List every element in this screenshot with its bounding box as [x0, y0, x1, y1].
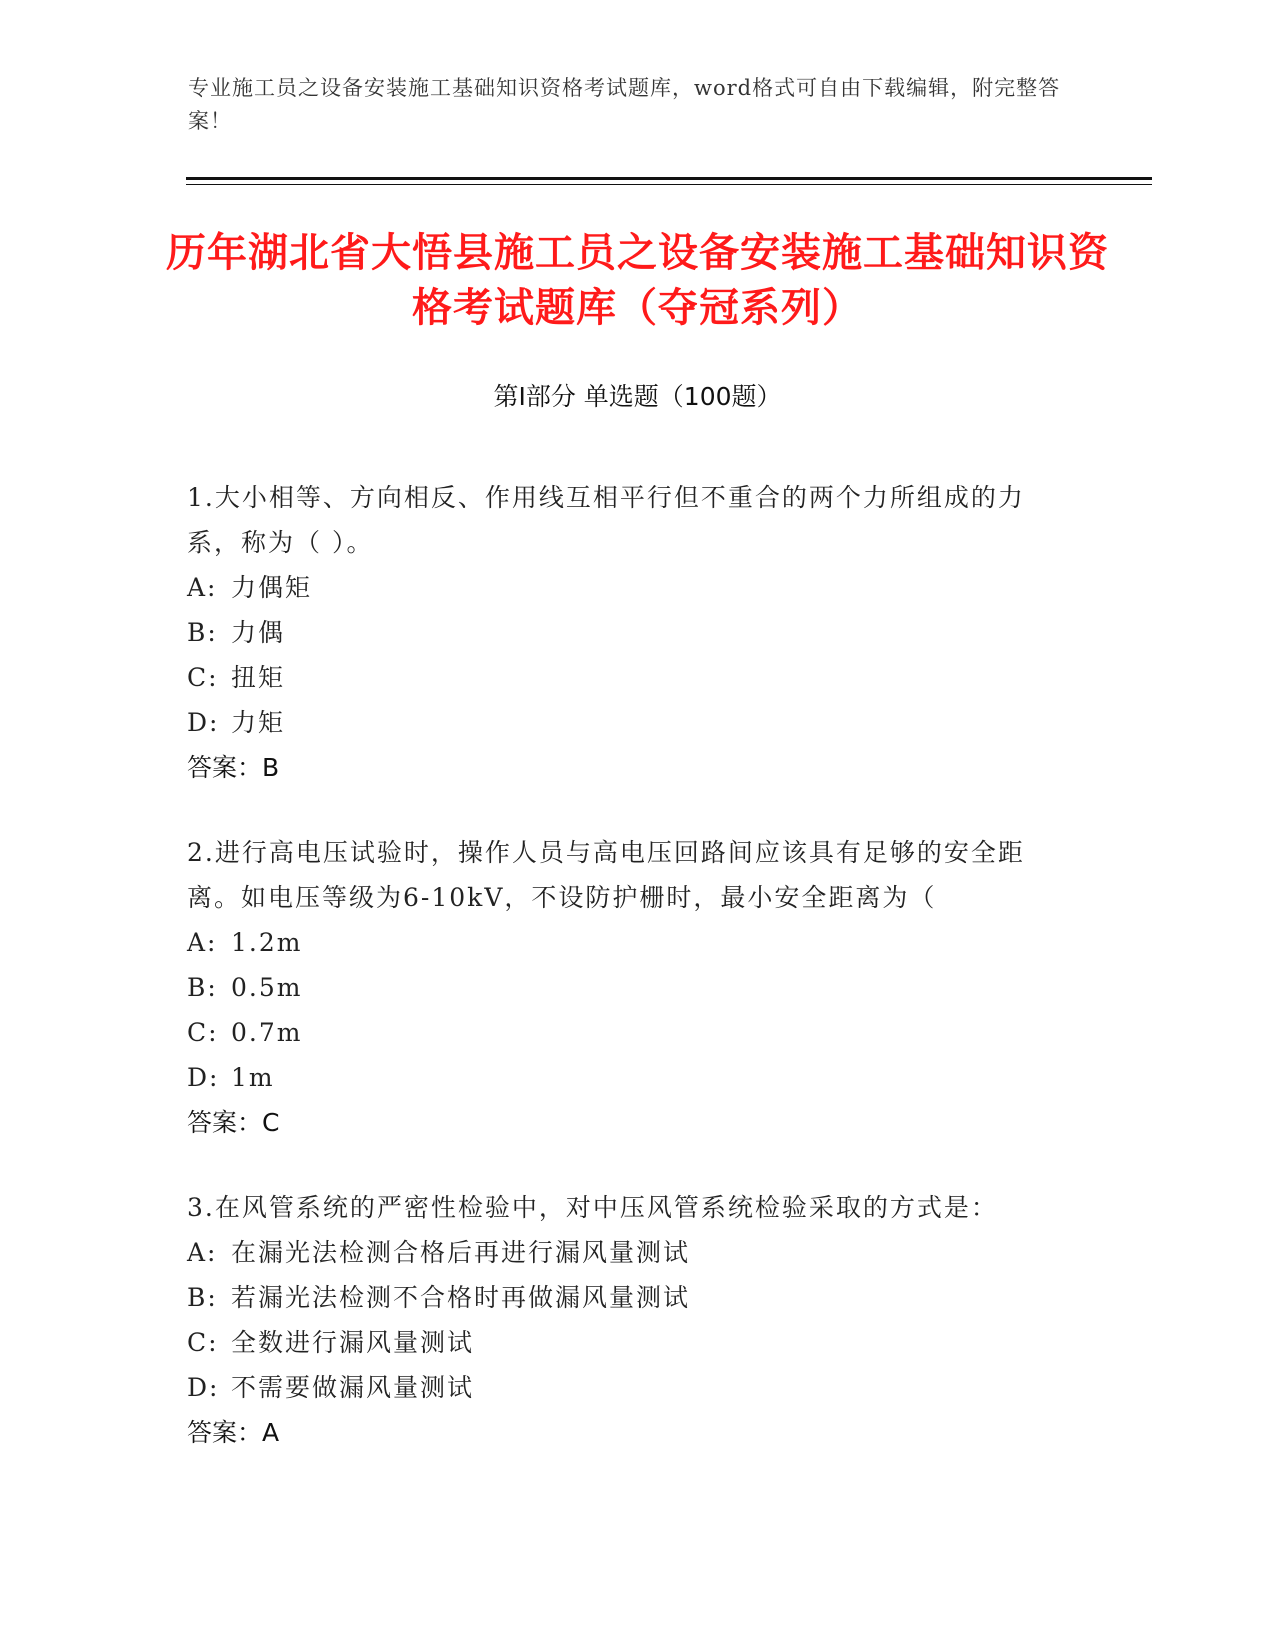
option-letter: D: [187, 708, 220, 737]
option-text: 全数进行漏风量测试 [231, 1328, 475, 1357]
answer-line: 答案：A [187, 1418, 280, 1447]
answer-line: 答案：B [187, 753, 280, 782]
option-text: 扭矩 [231, 663, 286, 692]
option-b [187, 965, 1067, 1010]
document-title: 历年湖北省大悟县施工员之设备安装施工基础知识资格考试题库（夺冠系列） [166, 230, 1109, 331]
option-c [187, 1320, 1067, 1365]
option-letter: D: [187, 1373, 220, 1402]
question-stem: 1.大小相等、方向相反、作用线互相平行但不重合的两个力所组成的力系，称为（ ）。 [187, 483, 1025, 557]
option-text: 力偶矩 [231, 573, 313, 602]
option-c [187, 655, 1067, 700]
option-letter: C: [187, 1328, 219, 1357]
option-text: 0.7m [231, 1018, 303, 1047]
question-stem: 2.进行高电压试验时，操作人员与高电压回路间应该具有足够的安全距离。如电压等级为6-10kV，不设防护栅时，最小安全距离为（ [187, 838, 1025, 912]
header-divider-thick [186, 177, 1152, 180]
question-3 [187, 1185, 1067, 1455]
option-letter: D: [187, 1063, 220, 1092]
option-text: 1m [231, 1063, 275, 1092]
option-c [187, 1010, 1067, 1055]
option-text: 力矩 [231, 708, 286, 737]
option-letter: A: [187, 573, 218, 602]
header-note: 专业施工员之设备安装施工基础知识资格考试题库，word格式可自由下载编辑，附完整答案！ [188, 76, 1061, 133]
section-heading: 第Ⅰ部分 单选题（100题） [493, 382, 782, 411]
option-text: 0.5m [231, 973, 303, 1002]
option-letter: B: [187, 618, 218, 647]
option-text: 力偶 [231, 618, 286, 647]
answer-line: 答案：C [187, 1108, 280, 1137]
option-d [187, 1365, 1067, 1410]
option-b [187, 610, 1067, 655]
option-letter: A: [187, 1238, 218, 1267]
option-letter: B: [187, 1283, 218, 1312]
question-1 [187, 475, 1067, 790]
question-stem: 3.在风管系统的严密性检验中，对中压风管系统检验采取的方式是： [187, 1193, 998, 1222]
option-text: 不需要做漏风量测试 [231, 1373, 475, 1402]
option-text: 在漏光法检测合格后再进行漏风量测试 [231, 1238, 691, 1267]
option-letter: A: [187, 928, 218, 957]
header-divider-thin [186, 184, 1152, 185]
question-2 [187, 830, 1067, 1145]
option-letter: C: [187, 1018, 219, 1047]
option-d [187, 700, 1067, 745]
option-b [187, 1275, 1067, 1320]
option-a [187, 565, 1067, 610]
option-letter: B: [187, 973, 218, 1002]
option-a [187, 920, 1067, 965]
question-list [187, 475, 1067, 1495]
option-a [187, 1230, 1067, 1275]
option-text: 1.2m [231, 928, 303, 957]
option-letter: C: [187, 663, 219, 692]
option-d [187, 1055, 1067, 1100]
option-text: 若漏光法检测不合格时再做漏风量测试 [231, 1283, 691, 1312]
